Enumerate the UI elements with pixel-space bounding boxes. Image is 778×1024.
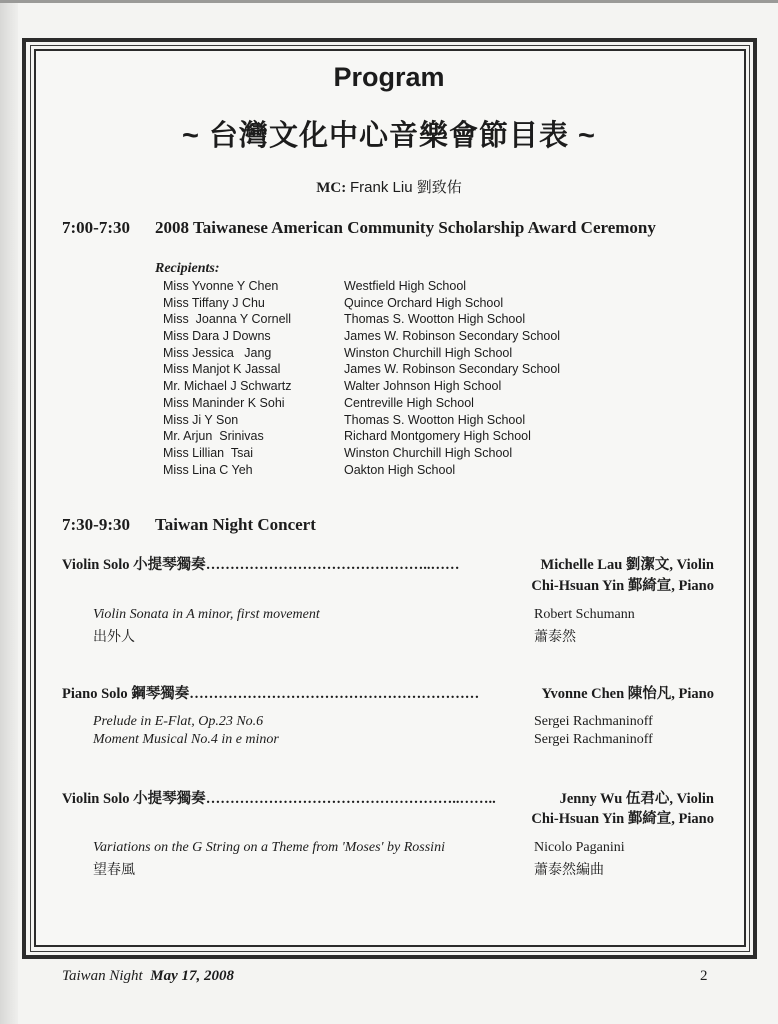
performance-2-piece-2: Moment Musical No.4 in e minor xyxy=(93,732,279,747)
performance-1-piece-2: 出外人 xyxy=(93,630,135,645)
recipient-name: Miss Lillian Tsai xyxy=(163,445,254,460)
performance-3-composer-2: 蕭泰然編曲 xyxy=(534,863,604,878)
leader-dots: ………………………………………..…… xyxy=(205,557,460,573)
performance-1-composer-2: 蕭泰然 xyxy=(534,630,576,645)
performance-3-composer-1: Nicolo Paganini xyxy=(534,840,625,855)
concert-heading xyxy=(62,515,316,535)
performance-1-performer-1: Michelle Lau 劉潔文, Violin xyxy=(540,557,714,573)
recipient-school: James W. Robinson Secondary School xyxy=(344,329,561,344)
recipient-name: Miss Jessica Jang xyxy=(163,345,272,360)
concert-title: Taiwan Night Concert xyxy=(155,515,316,534)
performance-1-label: Violin Solo 小提琴獨奏 xyxy=(62,557,206,573)
recipient-name: Miss Dara J Downs xyxy=(163,329,271,344)
performance-2-composer-2: Sergei Rachmaninoff xyxy=(534,732,653,747)
footer-event-name: Taiwan Night xyxy=(62,968,143,984)
performance-3-label: Violin Solo 小提琴獨奏 xyxy=(62,791,206,807)
footer-event xyxy=(62,968,234,985)
recipient-school: Thomas S. Wootton High School xyxy=(344,312,526,327)
page-number: 2 xyxy=(700,968,708,984)
footer-date: May 17, 2008 xyxy=(150,968,234,984)
recipient-school: Winston Churchill High School xyxy=(344,345,513,360)
recipient-name: Mr. Arjun Srinivas xyxy=(163,429,264,444)
performance-3-piece-1: Variations on the G String on a Theme from 'Moses' by Rossini xyxy=(93,840,445,855)
mc-label: MC: xyxy=(316,180,347,196)
recipient-name: Miss Lina C Yeh xyxy=(163,462,253,477)
leader-dots: …………………………………………………… xyxy=(189,686,480,702)
concert-time: 7:30-9:30 xyxy=(62,515,130,534)
ceremony-heading xyxy=(62,218,656,238)
recipient-name: Miss Yvonne Y Chen xyxy=(163,279,279,293)
recipient-school: James W. Robinson Secondary School xyxy=(344,362,561,377)
performance-2-label: Piano Solo 鋼琴獨奏 xyxy=(62,686,190,702)
recipient-school: Westfield High School xyxy=(344,279,467,293)
performance-3-performer-1: Jenny Wu 伍君心, Violin xyxy=(559,791,714,807)
performance-2-composer-1: Sergei Rachmaninoff xyxy=(534,714,653,729)
recipient-name: Miss Ji Y Son xyxy=(163,412,239,427)
performance-1-performer-2: Chi-Hsuan Yin 鄞綺宣, Piano xyxy=(531,578,714,594)
recipient-name: Miss Tiffany J Chu xyxy=(163,295,265,310)
ceremony-title: 2008 Taiwanese American Community Scholarship Award Ceremony xyxy=(155,218,656,237)
performance-1-composer-1: Robert Schumann xyxy=(534,607,635,622)
recipient-school: Quince Orchard High School xyxy=(344,295,504,310)
ceremony-time: 7:00-7:30 xyxy=(62,218,130,237)
performance-3-line xyxy=(62,787,714,808)
recipients-label: Recipients: xyxy=(155,261,220,276)
recipient-school: Winston Churchill High School xyxy=(344,445,513,460)
recipient-name: Miss Maninder K Sohi xyxy=(163,395,285,410)
recipient-school: Centreville High School xyxy=(344,395,474,410)
recipient-name: Miss Joanna Y Cornell xyxy=(163,312,292,327)
performance-3-piece-2: 望春風 xyxy=(93,863,135,878)
page-top-edge xyxy=(0,0,778,3)
recipient-school: Oakton High School xyxy=(344,462,456,477)
performance-1-line xyxy=(62,553,714,574)
performance-2-performer-1: Yvonne Chen 陳怡凡, Piano xyxy=(541,686,714,702)
page-subtitle-chinese: ~ 台灣文化中心音樂會節目表 ~ xyxy=(182,120,596,152)
recipient-name: Mr. Michael J Schwartz xyxy=(163,379,292,394)
page-title: Program xyxy=(333,62,445,92)
recipient-school: Walter Johnson High School xyxy=(344,379,502,394)
performance-3-performer-2: Chi-Hsuan Yin 鄞綺宣, Piano xyxy=(531,811,714,827)
mc-name: Frank Liu 劉致佑 xyxy=(350,179,462,196)
performance-2-line xyxy=(62,682,714,703)
recipient-name: Miss Manjot K Jassal xyxy=(163,362,281,377)
leader-dots: ……………………………………………..…….. xyxy=(205,791,496,807)
recipient-school: Thomas S. Wootton High School xyxy=(344,412,526,427)
mc-line xyxy=(0,176,778,197)
recipient-school: Richard Montgomery High School xyxy=(344,429,531,444)
performance-1-piece-1: Violin Sonata in A minor, first movement xyxy=(93,607,320,622)
performance-2-piece-1: Prelude in E-Flat, Op.23 No.6 xyxy=(93,714,264,729)
